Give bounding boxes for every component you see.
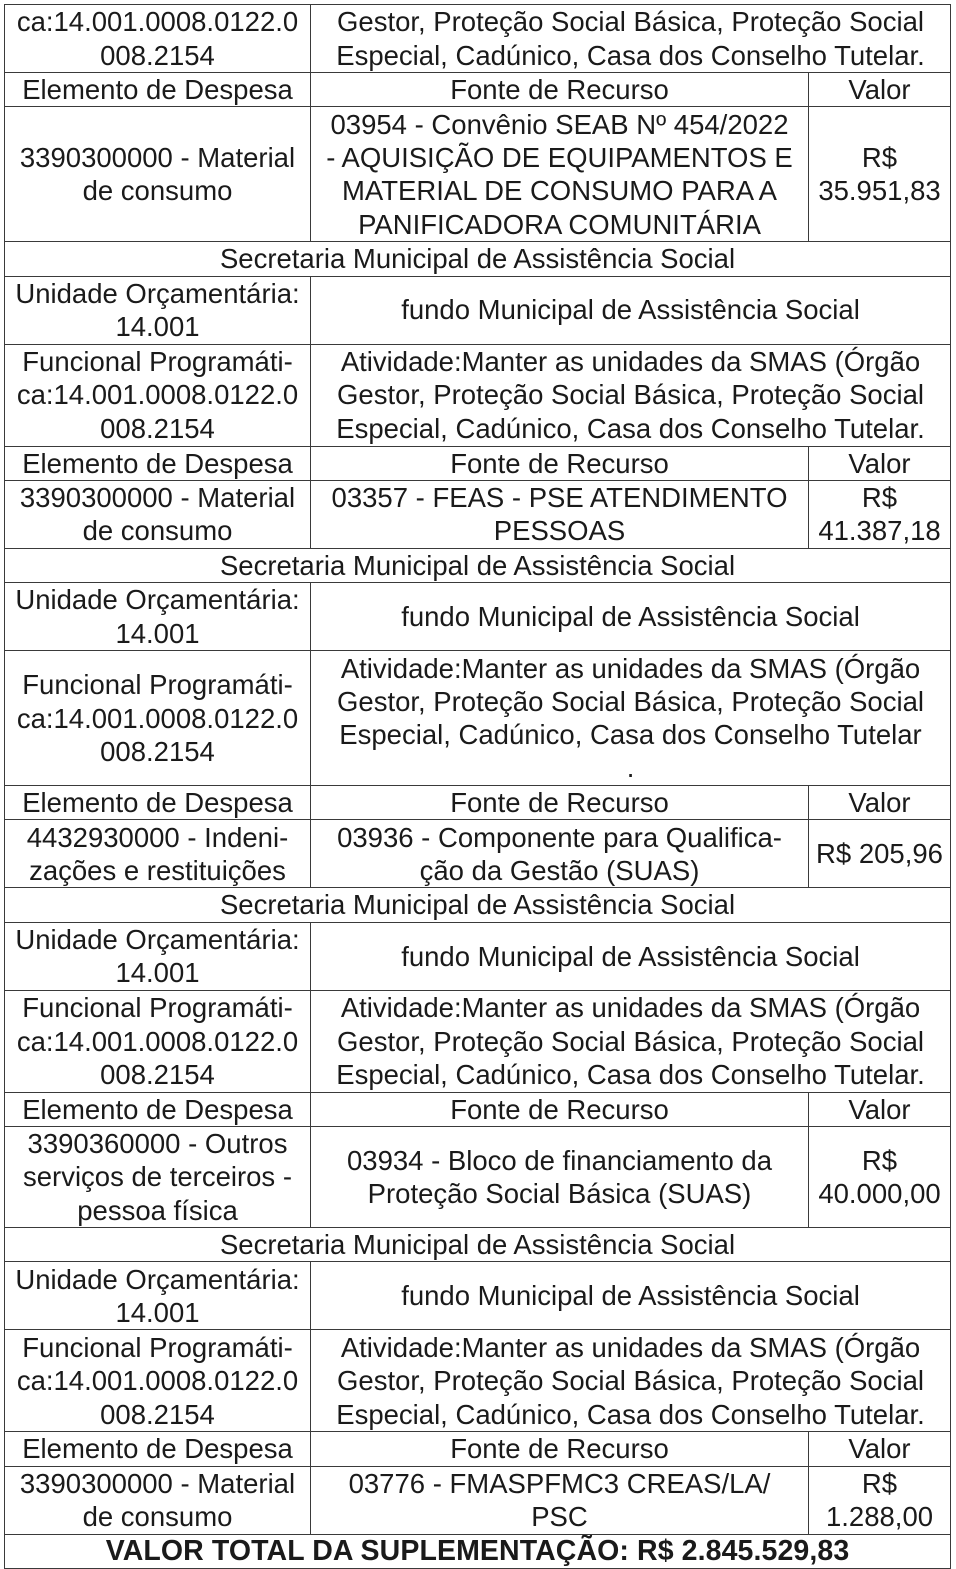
unidade-value-cell: fundo Municipal de Assistência Social	[311, 583, 951, 651]
header-elemento: Elemento de Despesa	[5, 1432, 311, 1466]
atividade-cell: Atividade:Manter as unidades da SMAS (Órgão Gestor, Proteção Social Básica, Proteção Social Especial, Cadúnico, Casa dos Conselho Tutelar.	[311, 990, 951, 1092]
fonte-cell: 03357 - FEAS - PSE ATENDIMENTO PESSOAS	[311, 480, 809, 548]
fonte-cell: 03934 - Bloco de financiamento da Proteção Social Básica (SUAS)	[311, 1127, 809, 1228]
atividade-cell: Atividade:Manter as unidades da SMAS (Órgão Gestor, Proteção Social Básica, Proteção Social Especial, Cadúnico, Casa dos Conselho Tutelar.	[311, 1330, 951, 1432]
elemento-cell: 3390300000 - Material de consumo	[5, 1466, 311, 1534]
unidade-label-cell: Unidade Orçamentária: 14.001	[5, 922, 311, 990]
column-header-row	[5, 786, 951, 820]
elemento-cell: 3390300000 - Material de consumo	[5, 107, 311, 242]
unidade-row	[5, 583, 951, 651]
funcional-cell: ca:14.001.0008.0122.0 008.2154	[5, 5, 311, 73]
column-header-row	[5, 73, 951, 107]
funcional-row	[5, 990, 951, 1092]
valor-cell: R$ 41.387,18	[809, 480, 951, 548]
header-fonte: Fonte de Recurso	[311, 73, 809, 107]
unidade-value-cell: fundo Municipal de Assistência Social	[311, 1262, 951, 1330]
expense-row	[5, 107, 951, 242]
fonte-cell: 03936 - Componente para Qualifica- ção da Gestão (SUAS)	[311, 820, 809, 888]
fonte-cell: 03776 - FMASPFMC3 CREAS/LA/ PSC	[311, 1466, 809, 1534]
secretaria-row	[5, 1228, 951, 1262]
elemento-cell: 3390300000 - Material de consumo	[5, 480, 311, 548]
atividade-cell: Gestor, Proteção Social Básica, Proteção Social Especial, Cadúnico, Casa dos Conselho Tutelar.	[311, 5, 951, 73]
unidade-label-cell: Unidade Orçamentária: 14.001	[5, 583, 311, 651]
unidade-row	[5, 276, 951, 344]
unidade-label-cell: Unidade Orçamentária: 14.001	[5, 1262, 311, 1330]
funcional-cell: Funcional Programáti- ca:14.001.0008.0122.0 008.2154	[5, 651, 311, 786]
expense-row	[5, 1466, 951, 1534]
header-elemento: Elemento de Despesa	[5, 73, 311, 107]
secretaria-row	[5, 548, 951, 582]
funcional-row	[5, 5, 951, 73]
funcional-row	[5, 651, 951, 786]
column-header-row	[5, 446, 951, 480]
header-valor: Valor	[809, 73, 951, 107]
unidade-label-cell: Unidade Orçamentária: 14.001	[5, 276, 311, 344]
valor-cell: R$ 205,96	[809, 820, 951, 888]
secretaria-cell: Secretaria Municipal de Assistência Social	[5, 548, 951, 582]
header-fonte: Fonte de Recurso	[311, 786, 809, 820]
unidade-row	[5, 922, 951, 990]
expense-row	[5, 480, 951, 548]
fonte-cell: 03954 - Convênio SEAB Nº 454/2022 - AQUISIÇÃO DE EQUIPAMENTOS E MATERIAL DE CONSUMO PARA A PANIFICADORA COMUNITÁRIA	[311, 107, 809, 242]
column-header-row	[5, 1432, 951, 1466]
header-fonte: Fonte de Recurso	[311, 1092, 809, 1126]
header-elemento: Elemento de Despesa	[5, 1092, 311, 1126]
total-row	[5, 1534, 951, 1568]
funcional-cell: Funcional Programáti- ca:14.001.0008.0122.0 008.2154	[5, 344, 311, 446]
atividade-cell: Atividade:Manter as unidades da SMAS (Órgão Gestor, Proteção Social Básica, Proteção Social Especial, Cadúnico, Casa dos Conselho Tutelar .	[311, 651, 951, 786]
unidade-row	[5, 1262, 951, 1330]
valor-cell: R$ 35.951,83	[809, 107, 951, 242]
elemento-cell: 3390360000 - Outros serviços de terceiros - pessoa física	[5, 1127, 311, 1228]
header-valor: Valor	[809, 446, 951, 480]
atividade-cell: Atividade:Manter as unidades da SMAS (Órgão Gestor, Proteção Social Básica, Proteção Social Especial, Cadúnico, Casa dos Conselho Tutelar.	[311, 344, 951, 446]
secretaria-cell: Secretaria Municipal de Assistência Social	[5, 888, 951, 922]
secretaria-cell: Secretaria Municipal de Assistência Social	[5, 242, 951, 276]
expense-row	[5, 820, 951, 888]
header-elemento: Elemento de Despesa	[5, 446, 311, 480]
header-valor: Valor	[809, 1432, 951, 1466]
header-fonte: Fonte de Recurso	[311, 446, 809, 480]
expense-row	[5, 1127, 951, 1228]
funcional-cell: Funcional Programáti- ca:14.001.0008.0122.0 008.2154	[5, 1330, 311, 1432]
valor-cell: R$ 1.288,00	[809, 1466, 951, 1534]
funcional-cell: Funcional Programáti- ca:14.001.0008.0122.0 008.2154	[5, 990, 311, 1092]
header-valor: Valor	[809, 1092, 951, 1126]
column-header-row	[5, 1092, 951, 1126]
funcional-row	[5, 344, 951, 446]
valor-cell: R$ 40.000,00	[809, 1127, 951, 1228]
funcional-row	[5, 1330, 951, 1432]
unidade-value-cell: fundo Municipal de Assistência Social	[311, 276, 951, 344]
secretaria-cell: Secretaria Municipal de Assistência Social	[5, 1228, 951, 1262]
total-cell: VALOR TOTAL DA SUPLEMENTAÇÃO: R$ 2.845.529,83	[5, 1534, 951, 1568]
supplementation-table	[4, 4, 951, 1569]
header-valor: Valor	[809, 786, 951, 820]
header-fonte: Fonte de Recurso	[311, 1432, 809, 1466]
header-elemento: Elemento de Despesa	[5, 786, 311, 820]
unidade-value-cell: fundo Municipal de Assistência Social	[311, 922, 951, 990]
secretaria-row	[5, 242, 951, 276]
elemento-cell: 4432930000 - Indeni- zações e restituições	[5, 820, 311, 888]
secretaria-row	[5, 888, 951, 922]
